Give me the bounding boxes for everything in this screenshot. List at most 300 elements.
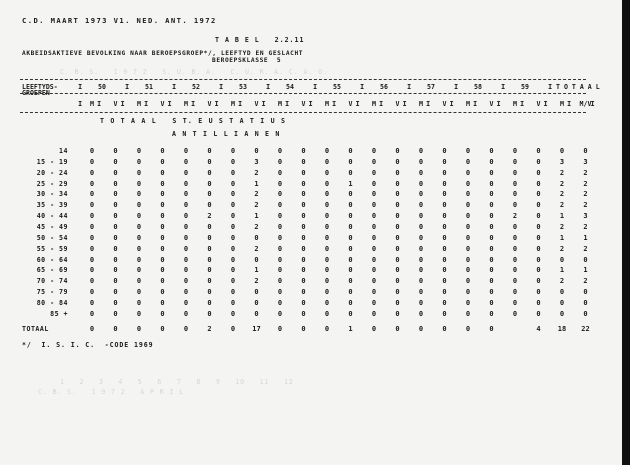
table-cell: 3 bbox=[559, 157, 565, 166]
table-cell: 0 bbox=[489, 288, 494, 297]
table-cell: 0 bbox=[160, 168, 165, 177]
table-cell: 0 bbox=[113, 266, 118, 275]
table-cell: 0 bbox=[395, 277, 400, 286]
table-cell: 0 bbox=[301, 233, 306, 242]
table-cell: 0 bbox=[230, 179, 236, 188]
table-cell: 0 bbox=[442, 157, 447, 166]
group-header-0: 50 bbox=[98, 83, 106, 91]
table-cell: 0 bbox=[465, 222, 471, 231]
table-cell: 0 bbox=[512, 190, 518, 199]
row-label: 14 bbox=[59, 147, 68, 155]
table-cell: 0 bbox=[136, 201, 142, 210]
total-row-label: TOTAAL bbox=[22, 325, 49, 333]
table-cell: 1 bbox=[254, 179, 259, 188]
table-cell: 0 bbox=[418, 309, 424, 318]
table-cell: 0 bbox=[489, 179, 494, 188]
table-cell: 2 bbox=[254, 168, 259, 177]
table-cell: 0 bbox=[89, 222, 95, 231]
table-cell: 0 bbox=[301, 147, 306, 155]
table-cell: 0 bbox=[583, 298, 588, 307]
table-cell: 0 bbox=[113, 309, 118, 318]
table-cell: 0 bbox=[89, 309, 95, 318]
table-cell: 0 bbox=[324, 233, 330, 242]
table-cell: 0 bbox=[324, 244, 330, 253]
table-cell: 0 bbox=[536, 190, 541, 199]
table-cell: 2 bbox=[583, 179, 588, 188]
table-cell: 0 bbox=[536, 201, 541, 210]
table-subtitle: BEROEPSKLASSE 5 bbox=[212, 57, 282, 64]
table-cell: 0 bbox=[324, 266, 330, 275]
table-cell: 0 bbox=[136, 244, 142, 253]
sub-header-21: M/V bbox=[579, 100, 592, 108]
table-cell: 0 bbox=[348, 190, 353, 199]
table-cell: 0 bbox=[465, 244, 471, 253]
table-cell: 0 bbox=[160, 201, 165, 210]
table-cell: 0 bbox=[512, 244, 518, 253]
table-cell: 0 bbox=[418, 222, 424, 231]
table-cell: 0 bbox=[136, 190, 142, 199]
table-cell: 0 bbox=[348, 212, 353, 221]
table-cell: 0 bbox=[230, 157, 236, 166]
table-cell: 0 bbox=[418, 298, 424, 307]
table-cell: 0 bbox=[207, 168, 212, 177]
table-cell: 0 bbox=[136, 288, 142, 297]
sub-header-9: V bbox=[301, 100, 306, 108]
table-cell: 0 bbox=[418, 288, 424, 297]
table-cell: 0 bbox=[395, 244, 400, 253]
sub-header-19: V bbox=[536, 100, 541, 108]
total-cell: 0 bbox=[277, 325, 283, 333]
total-cell: 0 bbox=[89, 325, 95, 333]
table-cell: 0 bbox=[418, 244, 424, 253]
table-cell: 0 bbox=[136, 277, 142, 286]
group-separator: I bbox=[266, 83, 271, 91]
column-separator: I bbox=[167, 100, 172, 108]
table-cell: 0 bbox=[324, 147, 330, 155]
column-separator: I bbox=[496, 100, 501, 108]
table-cell: 0 bbox=[442, 266, 447, 275]
table-cell: 0 bbox=[230, 147, 236, 155]
table-cell: 0 bbox=[136, 168, 142, 177]
table-cell: 0 bbox=[465, 179, 471, 188]
table-cell: 0 bbox=[348, 222, 353, 231]
row-label: 80 - 84 bbox=[36, 298, 68, 307]
table-cell: 0 bbox=[136, 212, 142, 221]
table-cell: 0 bbox=[371, 179, 377, 188]
table-cell: 0 bbox=[136, 266, 142, 275]
table-cell: 0 bbox=[512, 201, 518, 210]
table-cell: 0 bbox=[324, 179, 330, 188]
table-cell: 0 bbox=[230, 168, 236, 177]
table-cell: 2 bbox=[583, 277, 588, 286]
table-cell: 0 bbox=[160, 212, 165, 221]
table-cell: 0 bbox=[324, 168, 330, 177]
sub-header-4: M bbox=[184, 100, 188, 108]
table-cell: 0 bbox=[113, 233, 118, 242]
table-cell: 0 bbox=[418, 179, 424, 188]
table-cell: 0 bbox=[559, 309, 565, 318]
table-cell: 0 bbox=[465, 298, 471, 307]
table-cell: 0 bbox=[89, 233, 95, 242]
table-cell: 0 bbox=[465, 157, 471, 166]
table-cell: 0 bbox=[465, 277, 471, 286]
row-label: 20 - 24 bbox=[36, 168, 68, 177]
table-cell: 0 bbox=[89, 179, 95, 188]
table-cell: 0 bbox=[536, 244, 541, 253]
row-label: 55 - 59 bbox=[36, 244, 68, 253]
group-separator: I bbox=[219, 83, 224, 91]
table-cell: 0 bbox=[207, 288, 212, 297]
table-cell: 0 bbox=[489, 298, 494, 307]
ghost-text-bottom-2: C. B. S. 1 9 7 2 A P R I L bbox=[38, 388, 185, 396]
table-cell: 0 bbox=[536, 298, 541, 307]
table-cell: 0 bbox=[183, 201, 189, 210]
table-cell: 0 bbox=[277, 288, 283, 297]
table-cell: 0 bbox=[489, 244, 494, 253]
table-cell: 0 bbox=[301, 157, 306, 166]
table-cell: 0 bbox=[536, 266, 541, 275]
table-cell: 2 bbox=[559, 277, 565, 286]
table-cell: 0 bbox=[348, 288, 353, 297]
sub-header-17: V bbox=[489, 100, 494, 108]
stub-header-1: LEEFTYDS- bbox=[22, 83, 58, 91]
table-cell: 0 bbox=[160, 233, 165, 242]
table-cell: 0 bbox=[89, 298, 95, 307]
table-cell: 1 bbox=[583, 266, 588, 275]
table-cell: 0 bbox=[160, 266, 165, 275]
column-separator: I bbox=[355, 100, 360, 108]
header-rule-top bbox=[20, 79, 586, 80]
table-cell: 0 bbox=[324, 298, 330, 307]
sub-header-8: M bbox=[278, 100, 282, 108]
table-cell: 0 bbox=[395, 222, 400, 231]
table-cell: 2 bbox=[207, 212, 212, 221]
table-cell: 0 bbox=[371, 190, 377, 199]
total-cell: 4 bbox=[536, 325, 541, 333]
table-cell: 0 bbox=[465, 201, 471, 210]
table-cell: 0 bbox=[230, 266, 236, 275]
table-cell: 0 bbox=[113, 190, 118, 199]
column-separator: I bbox=[144, 100, 149, 108]
table-cell: 0 bbox=[465, 309, 471, 318]
table-cell: 0 bbox=[160, 179, 165, 188]
total-cell: 0 bbox=[324, 325, 330, 333]
table-cell: 0 bbox=[89, 201, 95, 210]
table-cell: 0 bbox=[230, 212, 236, 221]
ghost-text-bottom: 1 2 3 4 5 6 7 8 9 10 11 12 bbox=[60, 378, 294, 386]
table-cell: 0 bbox=[536, 179, 541, 188]
table-cell: 2 bbox=[583, 168, 588, 177]
group-header-6: 56 bbox=[380, 83, 388, 91]
table-cell: 0 bbox=[489, 309, 494, 318]
table-cell: 0 bbox=[160, 244, 165, 253]
table-cell: 0 bbox=[183, 255, 189, 264]
table-cell: 0 bbox=[512, 147, 518, 155]
sub-header-11: V bbox=[348, 100, 353, 108]
table-cell: 0 bbox=[113, 298, 118, 307]
table-title: AKBEIDSAKTIEVE BEVOLKING NAAR BEROEPSGROEP*/, LEEFTYD EN GESLACHT bbox=[22, 50, 304, 57]
column-separator: I bbox=[379, 100, 384, 108]
table-cell: 0 bbox=[442, 277, 447, 286]
table-cell: 0 bbox=[89, 190, 95, 199]
group-separator: I bbox=[501, 83, 506, 91]
row-label: 85 + bbox=[50, 309, 68, 318]
total-cell: 0 bbox=[113, 325, 118, 333]
footnote: */ I. S. I. C. -CODE 1969 bbox=[22, 341, 154, 349]
table-cell: 0 bbox=[301, 277, 306, 286]
table-cell: 0 bbox=[113, 168, 118, 177]
row-label: 40 - 44 bbox=[36, 212, 68, 221]
table-cell: 0 bbox=[113, 222, 118, 231]
table-cell: 0 bbox=[442, 288, 447, 297]
table-cell: 0 bbox=[418, 190, 424, 199]
table-cell: 0 bbox=[230, 233, 236, 242]
table-cell: 0 bbox=[348, 168, 353, 177]
table-cell: 0 bbox=[113, 179, 118, 188]
table-cell: 0 bbox=[301, 168, 306, 177]
table-cell: 0 bbox=[277, 190, 283, 199]
group-header-7: 57 bbox=[427, 83, 435, 91]
section-title: T O T A A L S T. E U S T A T I U S bbox=[100, 117, 287, 125]
table-cell: 0 bbox=[512, 157, 518, 166]
table-cell: 0 bbox=[301, 288, 306, 297]
column-separator: I bbox=[97, 100, 102, 108]
total-cell: 1 bbox=[348, 325, 353, 333]
table-cell: 0 bbox=[465, 212, 471, 221]
table-cell: 0 bbox=[89, 157, 95, 166]
table-cell: 0 bbox=[301, 179, 306, 188]
table-cell: 0 bbox=[230, 190, 236, 199]
column-separator: I bbox=[426, 100, 431, 108]
total-cell: 0 bbox=[183, 325, 189, 333]
sub-header-6: M bbox=[231, 100, 235, 108]
table-cell: 0 bbox=[254, 309, 259, 318]
table-cell: 0 bbox=[301, 190, 306, 199]
sub-header-20: M bbox=[560, 100, 564, 108]
table-cell: 0 bbox=[230, 277, 236, 286]
table-cell: 0 bbox=[160, 277, 165, 286]
total-cell: 0 bbox=[395, 325, 400, 333]
table-cell: 0 bbox=[113, 157, 118, 166]
table-cell: 0 bbox=[160, 222, 165, 231]
table-cell: 0 bbox=[418, 266, 424, 275]
column-separator: I bbox=[543, 100, 548, 108]
column-separator: I bbox=[567, 100, 572, 108]
table-cell: 0 bbox=[418, 147, 424, 155]
table-cell: 3 bbox=[583, 212, 588, 221]
sub-header-7: V bbox=[254, 100, 259, 108]
table-cell: 0 bbox=[160, 309, 165, 318]
table-cell: 0 bbox=[301, 212, 306, 221]
column-separator: I bbox=[214, 100, 219, 108]
table-cell: 0 bbox=[489, 190, 494, 199]
table-cell: 0 bbox=[183, 309, 189, 318]
column-separator: I bbox=[191, 100, 196, 108]
table-cell: 0 bbox=[583, 147, 588, 155]
table-cell: 0 bbox=[136, 179, 142, 188]
group-header-10: T O T A A L bbox=[556, 83, 600, 91]
table-cell: 0 bbox=[512, 309, 518, 318]
table-cell: 0 bbox=[465, 266, 471, 275]
table-cell: 0 bbox=[442, 233, 447, 242]
table-cell: 0 bbox=[301, 298, 306, 307]
table-cell: 0 bbox=[89, 288, 95, 297]
table-cell: 0 bbox=[136, 233, 142, 242]
table-cell: 0 bbox=[89, 244, 95, 253]
table-cell: 0 bbox=[348, 309, 353, 318]
row-label: 45 - 49 bbox=[36, 222, 68, 231]
table-cell: 0 bbox=[559, 147, 565, 155]
table-cell: 0 bbox=[277, 255, 283, 264]
table-cell: 0 bbox=[512, 288, 518, 297]
sub-header-14: M bbox=[419, 100, 423, 108]
table-cell: 2 bbox=[583, 244, 588, 253]
table-cell: 0 bbox=[536, 288, 541, 297]
ghost-text-top: C. B. S. 1 9 7 2 S. U. B. A. C. U. R. A. C. A. O. bbox=[60, 68, 328, 76]
table-cell: 0 bbox=[442, 298, 447, 307]
table-cell: 0 bbox=[489, 222, 494, 231]
table-cell: 0 bbox=[207, 277, 212, 286]
table-cell: 0 bbox=[324, 288, 330, 297]
table-cell: 1 bbox=[348, 179, 353, 188]
table-cell: 0 bbox=[183, 277, 189, 286]
table-cell: 0 bbox=[183, 147, 189, 155]
row-label: 25 - 29 bbox=[36, 179, 68, 188]
row-label: 35 - 39 bbox=[36, 201, 68, 210]
table-cell: 0 bbox=[395, 147, 400, 155]
table-cell: 0 bbox=[465, 255, 471, 264]
table-cell: 0 bbox=[512, 222, 518, 231]
table-cell: 2 bbox=[583, 222, 588, 231]
table-cell: 0 bbox=[230, 288, 236, 297]
table-cell: 0 bbox=[183, 222, 189, 231]
total-cell: 0 bbox=[301, 325, 306, 333]
table-cell: 0 bbox=[395, 168, 400, 177]
column-separator: I bbox=[520, 100, 525, 108]
table-cell: 0 bbox=[583, 309, 588, 318]
table-cell: 0 bbox=[583, 288, 588, 297]
group-header-5: 55 bbox=[333, 83, 341, 91]
table-cell: 0 bbox=[465, 190, 471, 199]
total-cell: 2 bbox=[207, 325, 212, 333]
column-separator: I bbox=[332, 100, 337, 108]
table-cell: 0 bbox=[207, 201, 212, 210]
table-cell: 0 bbox=[371, 255, 377, 264]
table-number: T A B E L 2.2.11 bbox=[215, 36, 305, 44]
table-cell: 1 bbox=[254, 266, 259, 275]
table-cell: 0 bbox=[183, 298, 189, 307]
table-cell: 0 bbox=[277, 222, 283, 231]
table-cell: 2 bbox=[559, 179, 565, 188]
table-cell: 0 bbox=[277, 147, 283, 155]
table-cell: 0 bbox=[230, 309, 236, 318]
column-separator: I bbox=[78, 100, 83, 108]
table-cell: 0 bbox=[348, 298, 353, 307]
table-cell: 0 bbox=[442, 168, 447, 177]
group-separator: I bbox=[360, 83, 365, 91]
table-cell: 0 bbox=[183, 233, 189, 242]
table-cell: 0 bbox=[183, 157, 189, 166]
table-cell: 0 bbox=[160, 190, 165, 199]
column-separator: I bbox=[261, 100, 266, 108]
total-cell: 17 bbox=[252, 325, 261, 333]
table-cell: 0 bbox=[418, 212, 424, 221]
column-separator: I bbox=[285, 100, 290, 108]
sub-header-1: V bbox=[113, 100, 118, 108]
table-cell: 2 bbox=[254, 277, 259, 286]
table-cell: 0 bbox=[183, 244, 189, 253]
table-cell: 0 bbox=[371, 309, 377, 318]
table-cell: 0 bbox=[160, 255, 165, 264]
group-header-3: 53 bbox=[239, 83, 247, 91]
table-cell: 0 bbox=[371, 212, 377, 221]
table-cell: 0 bbox=[536, 255, 541, 264]
table-cell: 0 bbox=[254, 298, 259, 307]
table-cell: 0 bbox=[583, 255, 588, 264]
table-cell: 0 bbox=[348, 233, 353, 242]
table-cell: 0 bbox=[277, 298, 283, 307]
table-cell: 0 bbox=[395, 201, 400, 210]
table-cell: 2 bbox=[583, 190, 588, 199]
table-cell: 0 bbox=[89, 255, 95, 264]
table-cell: 2 bbox=[559, 244, 565, 253]
table-cell: 0 bbox=[418, 157, 424, 166]
table-cell: 0 bbox=[89, 212, 95, 221]
table-cell: 0 bbox=[254, 147, 259, 155]
table-cell: 2 bbox=[254, 222, 259, 231]
column-separator: I bbox=[238, 100, 243, 108]
table-cell: 0 bbox=[160, 288, 165, 297]
table-cell: 0 bbox=[89, 277, 95, 286]
table-cell: 0 bbox=[230, 298, 236, 307]
table-cell: 0 bbox=[371, 157, 377, 166]
table-cell: 2 bbox=[254, 244, 259, 253]
table-cell: 1 bbox=[254, 212, 259, 221]
table-cell: 1 bbox=[583, 233, 588, 242]
table-cell: 0 bbox=[160, 298, 165, 307]
sub-header-15: V bbox=[442, 100, 447, 108]
table-cell: 0 bbox=[512, 255, 518, 264]
table-cell: 0 bbox=[418, 277, 424, 286]
table-cell: 0 bbox=[301, 244, 306, 253]
table-cell: 0 bbox=[371, 266, 377, 275]
table-cell: 0 bbox=[559, 288, 565, 297]
sub-header-3: V bbox=[160, 100, 165, 108]
total-cell: 22 bbox=[581, 325, 590, 333]
table-cell: 2 bbox=[559, 168, 565, 177]
total-cell: 0 bbox=[371, 325, 377, 333]
table-cell: 0 bbox=[536, 277, 541, 286]
table-cell: 0 bbox=[324, 157, 330, 166]
table-cell: 1 bbox=[559, 266, 565, 275]
total-cell: 18 bbox=[557, 325, 567, 333]
table-cell: 0 bbox=[183, 168, 189, 177]
total-cell: 0 bbox=[230, 325, 236, 333]
table-cell: 0 bbox=[113, 212, 118, 221]
sub-header-10: M bbox=[325, 100, 329, 108]
row-label: 50 - 54 bbox=[36, 233, 68, 242]
sub-header-2: M bbox=[137, 100, 141, 108]
table-cell: 0 bbox=[348, 147, 353, 155]
table-cell: 0 bbox=[418, 168, 424, 177]
table-cell: 0 bbox=[254, 255, 259, 264]
table-cell: 0 bbox=[207, 190, 212, 199]
table-cell: 0 bbox=[277, 244, 283, 253]
table-cell: 0 bbox=[418, 255, 424, 264]
sub-header-12: M bbox=[372, 100, 376, 108]
table-cell: 0 bbox=[536, 309, 541, 318]
column-separator: I bbox=[402, 100, 407, 108]
